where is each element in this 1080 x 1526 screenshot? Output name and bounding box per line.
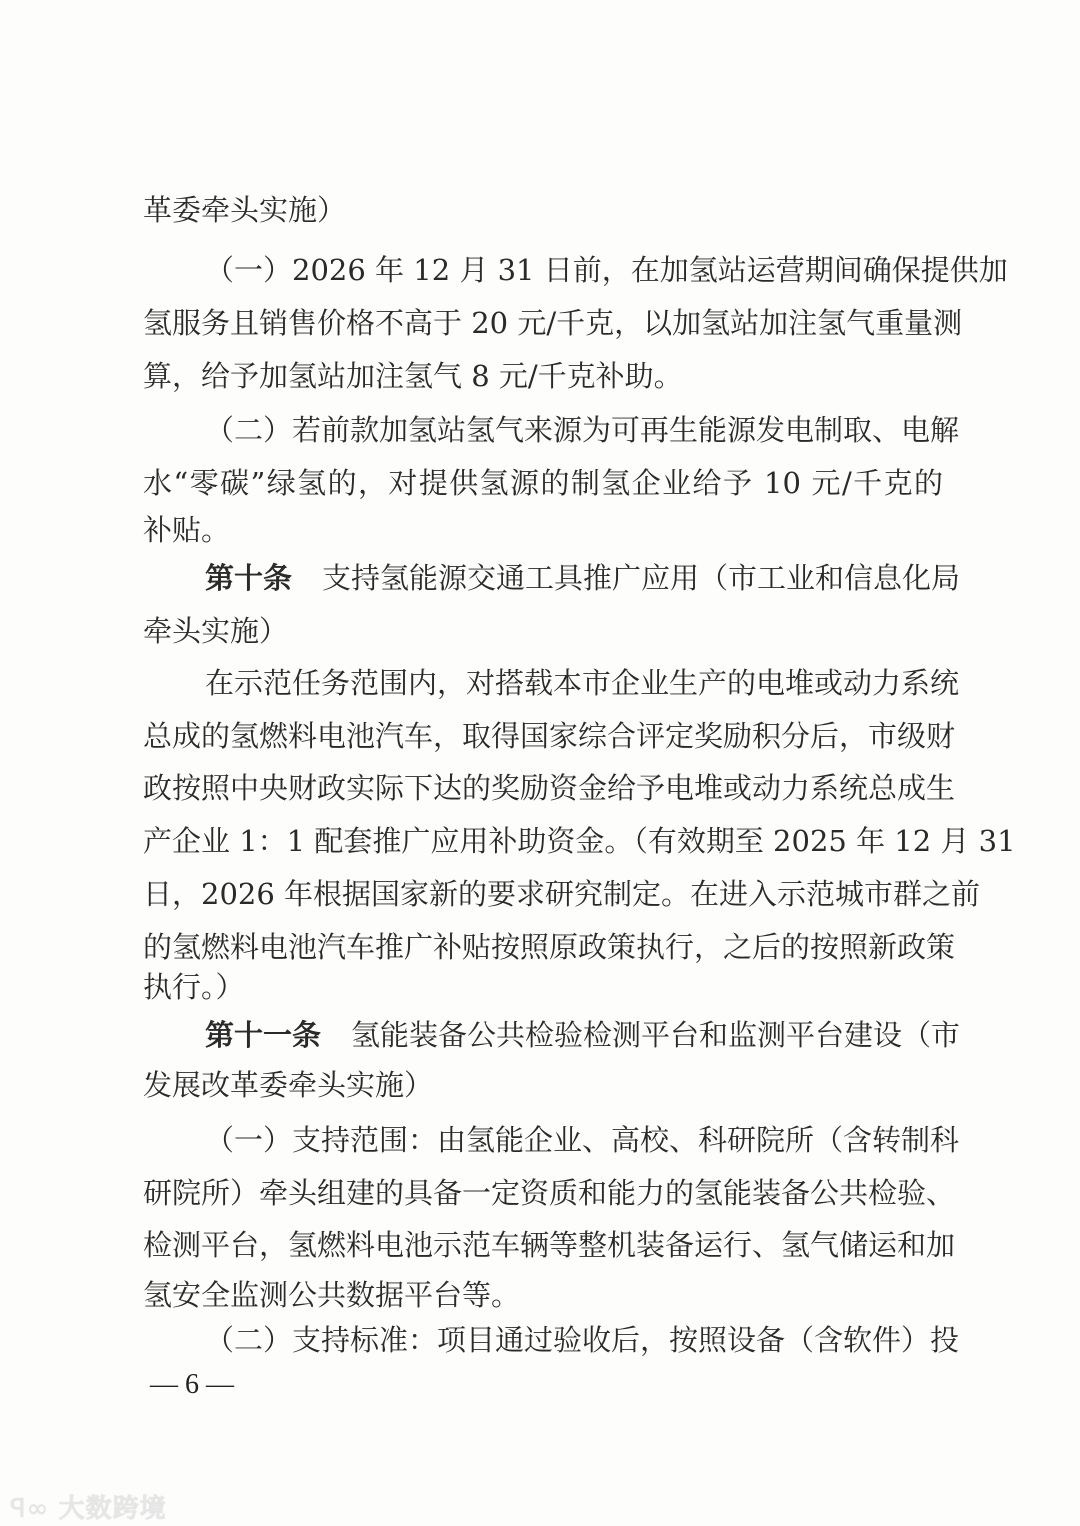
article-10-heading-line [205, 558, 961, 598]
article-11-label: 第十一条 [205, 1018, 322, 1052]
text-line: 革委牵头实施） [143, 193, 347, 227]
text-line: （一）2026 年 12 月 31 日前，在加氢站运营期间确保提供加 [205, 253, 1008, 287]
text-line: 检测平台，氢燃料电池示范车辆等整机装备运行、氢气储运和加 [143, 1228, 956, 1262]
watermark-text: 大数跨境 [58, 1494, 167, 1524]
text-line: 发展改革委牵头实施） [143, 1068, 434, 1102]
text-line: 政按照中央财政实际下达的奖励资金给予电堆或动力系统总成生 [143, 771, 956, 805]
text-line: 氢安全监测公共数据平台等。 [143, 1278, 521, 1312]
text-line: 补贴。 [143, 513, 231, 547]
text-line: 氢服务且销售价格不高于 20 元/千克，以加氢站加注氢气重量测 [143, 306, 963, 340]
article-10-label: 第十条 [205, 561, 293, 595]
text-line: （一）支持范围：由氢能企业、高校、科研院所（含转制科 [205, 1123, 960, 1157]
article-11-title: 氢能装备公共检验检测平台和监测平台建设（市 [351, 1018, 961, 1052]
text-line: （二）若前款加氢站氢气来源为可再生能源发电制取、电解 [205, 413, 960, 447]
text-line: 执行。） [143, 970, 245, 1004]
text-line: 日，2026 年根据国家新的要求研究制定。在进入示范城市群之前 [143, 877, 981, 911]
text-line: 总成的氢燃料电池汽车，取得国家综合评定奖励积分后，市级财 [143, 719, 956, 753]
text-line: 产企业 1：1 配套推广应用补助资金。（有效期至 2025 年 12 月 31 [143, 824, 1016, 858]
page-number: — 6 — [150, 1369, 234, 1400]
text-line: （二）支持标准：项目通过验收后，按照设备（含软件）投 [205, 1323, 960, 1357]
watermark-logo [10, 1488, 167, 1525]
article-11-heading-line [205, 1015, 961, 1055]
text-line: 在示范任务范围内，对搭载本市企业生产的电堆或动力系统 [205, 666, 960, 700]
watermark-icon: ꟼ∞ [10, 1494, 59, 1524]
text-line: 水“零碳”绿氢的，对提供氢源的制氢企业给予 10 元/千克的 [143, 466, 943, 500]
text-line: 研院所）牵头组建的具备一定资质和能力的氢能装备公共检验、 [143, 1176, 956, 1210]
article-10-title: 支持氢能源交通工具推广应用（市工业和信息化局 [322, 561, 961, 595]
text-line: 算，给予加氢站加注氢气 8 元/千克补助。 [143, 359, 683, 393]
text-line: 的氢燃料电池汽车推广补贴按照原政策执行，之后的按照新政策 [143, 930, 956, 964]
text-line: 牵头实施） [143, 614, 289, 648]
